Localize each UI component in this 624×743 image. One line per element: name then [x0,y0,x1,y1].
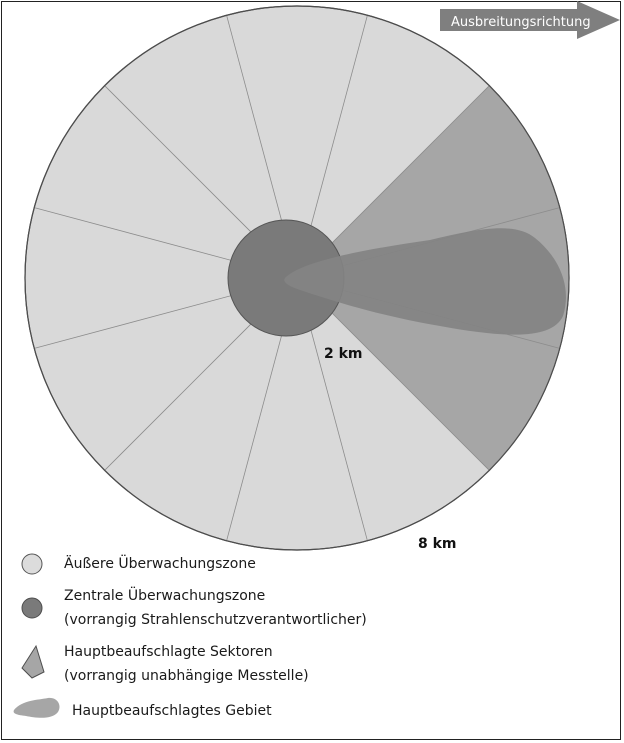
legend-label-outer-zone: Äußere Überwachungszone [64,556,256,572]
direction-label: Ausbreitungsrichtung [451,15,591,30]
direction-arrow [440,1,620,39]
legend-sublabel-central-zone: (vorrangig Strahlenschutzverantwortlicher) [64,612,367,628]
legend-central-zone-symbol [22,598,42,618]
outer-radius-label: 8 km [418,536,457,552]
legend-outer-zone-symbol [22,554,42,574]
legend-sublabel-main-sectors: (vorrangig unabhängige Messtelle) [64,668,309,684]
legend-plume-symbol [14,698,60,718]
inner-radius-label: 2 km [324,346,363,362]
legend-label-plume: Hauptbeaufschlagtes Gebiet [72,703,272,719]
legend [14,554,367,719]
legend-label-central-zone: Zentrale Überwachungszone [64,588,266,604]
legend-sector-symbol [22,646,44,678]
legend-label-main-sectors: Hauptbeaufschlagte Sektoren [64,644,273,660]
